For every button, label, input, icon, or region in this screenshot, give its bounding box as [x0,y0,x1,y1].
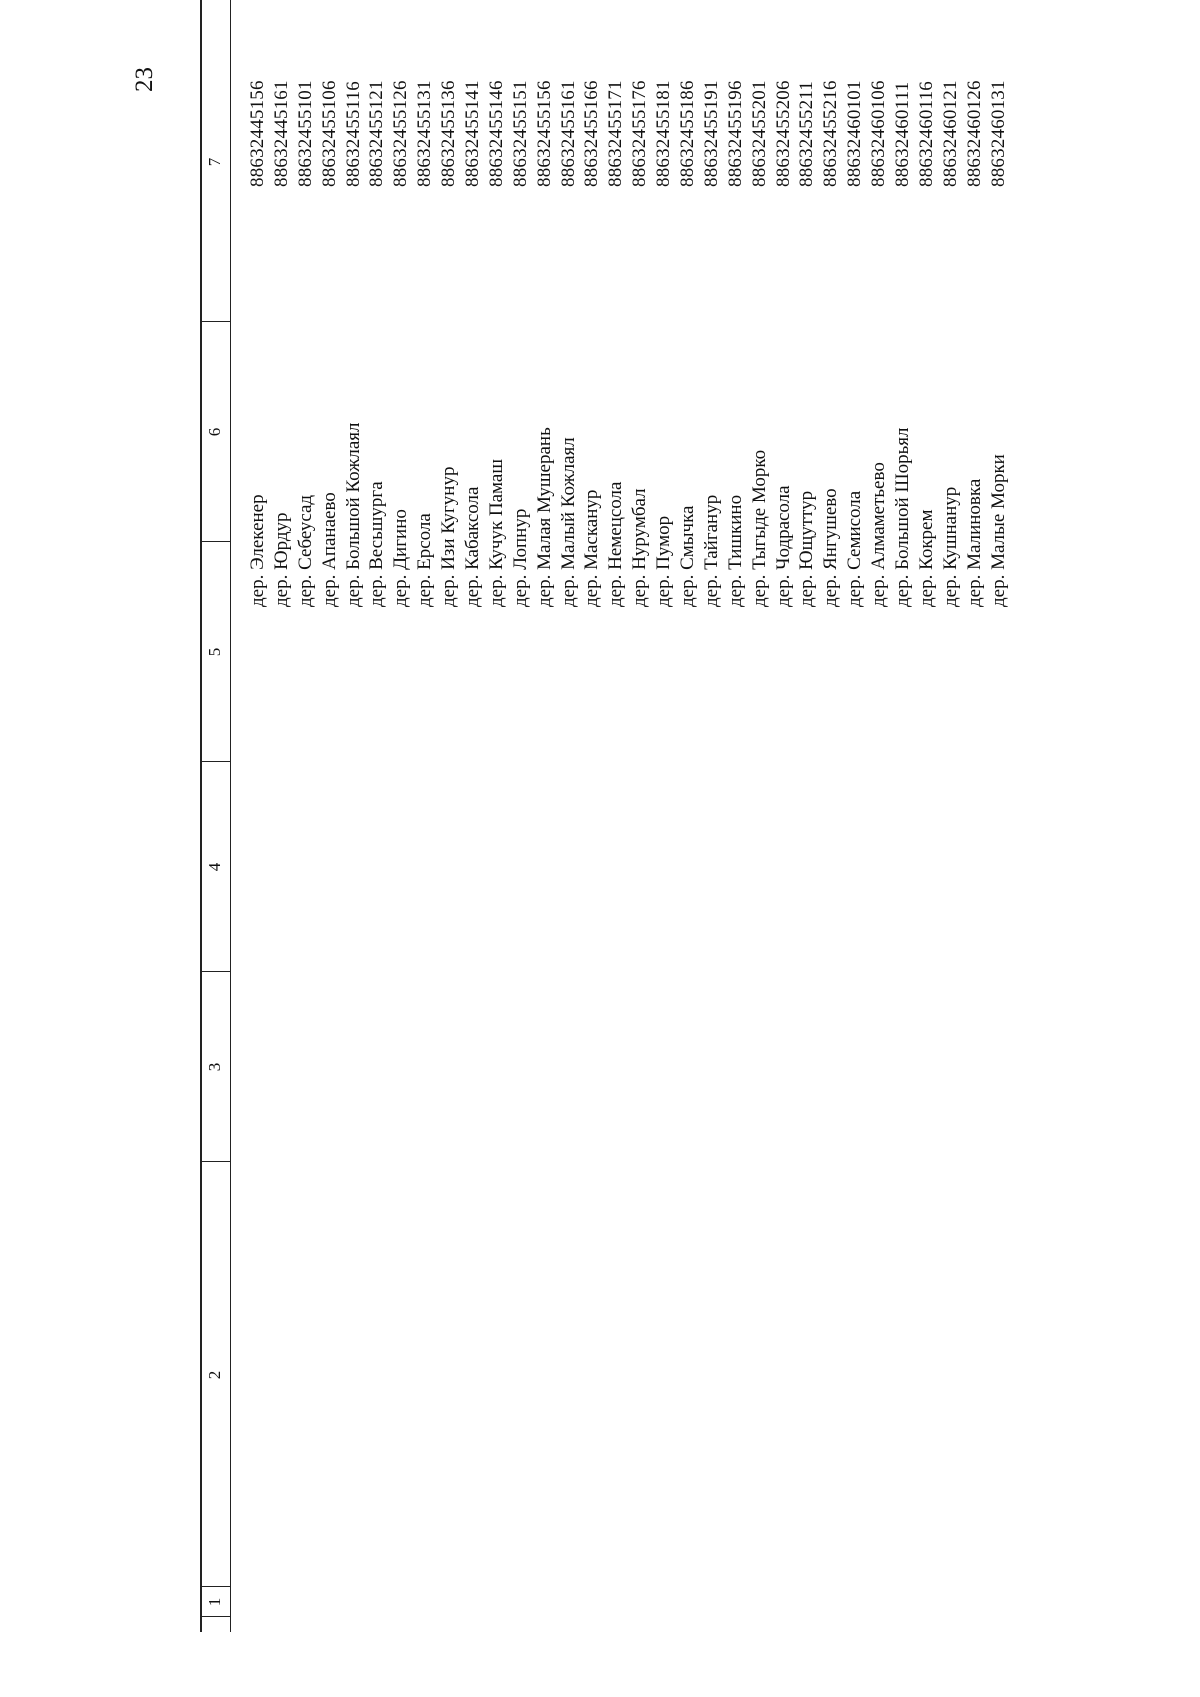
table-row [939,0,963,1632]
column-number-4: 4 [205,862,224,872]
settlement-code: 88632455156 [533,80,555,187]
table-row [246,0,270,1632]
table-row [413,0,437,1632]
settlement-name: дер. Алмаметьево [868,462,890,607]
settlement-code: 88632455126 [390,80,412,187]
settlement-code: 88632460131 [987,80,1009,187]
settlement-name: дер. Кушнанур [939,486,961,607]
settlement-code: 88632455141 [462,80,484,187]
settlement-name: дер. Малиновка [963,478,985,607]
table-row [772,0,796,1632]
settlement-name: дер. Пумор [653,515,675,607]
table-row [509,0,533,1632]
settlement-code: 88632455176 [629,80,651,187]
settlement-code: 88632455161 [557,80,579,187]
table-row [342,0,366,1632]
settlement-name: дер. Кабаксола [462,486,484,607]
settlement-code: 88632460111 [892,81,914,187]
table-row [915,0,939,1632]
column-divider [200,321,230,322]
table-row [963,0,987,1632]
settlement-code: 88632455206 [772,80,794,187]
settlement-code: 88632445156 [247,80,268,187]
settlement-code: 88632455196 [724,80,746,187]
settlement-code: 88632455191 [700,80,722,187]
table-row [628,0,652,1632]
settlement-name: дер. Ющуттур [796,490,818,607]
table-row [365,0,389,1632]
settlement-code: 88632455166 [581,80,603,187]
settlement-name: дер. Весьшурга [366,481,388,607]
table-row [676,0,700,1632]
table-row [437,0,461,1632]
settlement-code: 88632455201 [748,80,770,187]
settlement-name: дер. Лопнур [509,508,531,607]
settlement-code: 88632455181 [653,80,675,187]
column-number-1: 1 [205,1597,224,1607]
table-row [700,0,724,1632]
table-row [318,0,342,1632]
settlement-name: дер. Апанаево [318,492,340,607]
table-row [987,0,1011,1632]
table-row [652,0,676,1632]
settlement-name: дер. Элекенер [247,494,268,607]
table-row [819,0,843,1632]
settlement-code: 88632455121 [366,80,388,187]
settlement-code: 88632455186 [677,80,699,187]
table-row [270,0,294,1632]
column-number-header [200,0,230,1632]
settlement-name: дер. Нурумбал [629,488,651,607]
column-number-7: 7 [205,157,224,167]
column-number-2: 2 [205,1370,224,1380]
settlement-code: 88632455171 [605,80,627,187]
settlement-name: дер. Большой Шорьял [892,427,914,607]
table-row [724,0,748,1632]
settlement-code: 88632455101 [294,80,316,187]
settlement-code: 88632460116 [915,81,937,187]
settlement-name: дер. Тайганур [700,494,722,607]
table-sheet [200,0,1200,1632]
table-row [867,0,891,1632]
settlement-code: 88632460106 [868,80,890,187]
table-row [795,0,819,1632]
settlement-code: 88632455116 [342,81,364,187]
column-divider [200,761,230,762]
table-row [461,0,485,1632]
settlement-name: дер. Малый Кожлаял [557,437,579,607]
column-number-3: 3 [205,1062,224,1072]
settlement-name: дер. Смычка [677,505,699,607]
page-number: 23 [131,67,158,92]
column-divider [200,1161,230,1162]
table-row [294,0,318,1632]
settlement-name: дер. Масканур [581,489,603,607]
table-row [843,0,867,1632]
settlement-name: дер. Малые Морки [987,454,1009,607]
settlement-name: дер. Семисола [844,490,866,607]
settlement-code: 88632455146 [485,80,507,187]
settlement-name: дер. Юрдур [270,512,292,607]
table-row [389,0,413,1632]
settlement-name: дер. Изи Кугунур [438,466,460,607]
column-divider [200,971,230,972]
settlement-name: дер. Чодрасола [772,485,794,607]
settlement-code: 88632460101 [844,80,866,187]
settlement-name: дер. Себеусад [294,494,316,607]
column-number-6: 6 [205,427,224,437]
settlement-code: 88632455216 [820,80,842,187]
table-row [485,0,509,1632]
settlement-name: дер. Малая Мушерань [533,427,555,607]
column-divider [200,541,230,542]
settlement-name: дер. Тишкино [724,494,746,607]
table-row [748,0,772,1632]
column-number-5: 5 [205,647,224,657]
settlement-name: дер. Янгушево [820,488,842,607]
settlement-name: дер. Большой Кожлаял [342,422,364,607]
settlement-code: 88632455131 [414,80,436,187]
table-row [533,0,557,1632]
table-row [891,0,915,1632]
table-row [580,0,604,1632]
settlement-name: дер. Ерсола [414,513,436,607]
header-bottom-rule [230,0,231,1632]
settlement-code: 88632455211 [796,81,818,187]
table-row [604,0,628,1632]
settlement-code: 88632445161 [270,80,292,187]
settlement-code: 88632455106 [318,80,340,187]
table-row [557,0,581,1632]
settlement-name: дер. Кокрем [915,509,937,607]
settlement-name: дер. Немецсола [605,481,627,607]
settlement-code: 88632460126 [963,80,985,187]
table-body [246,0,1011,1632]
settlement-name: дер. Дигино [390,509,412,607]
settlement-name: дер. Тыгыде Морко [748,449,770,607]
settlement-code: 88632455136 [438,80,460,187]
settlement-name: дер. Кучук Памаш [485,459,507,607]
settlement-code: 88632460121 [939,80,961,187]
settlement-code: 88632455151 [509,80,531,187]
